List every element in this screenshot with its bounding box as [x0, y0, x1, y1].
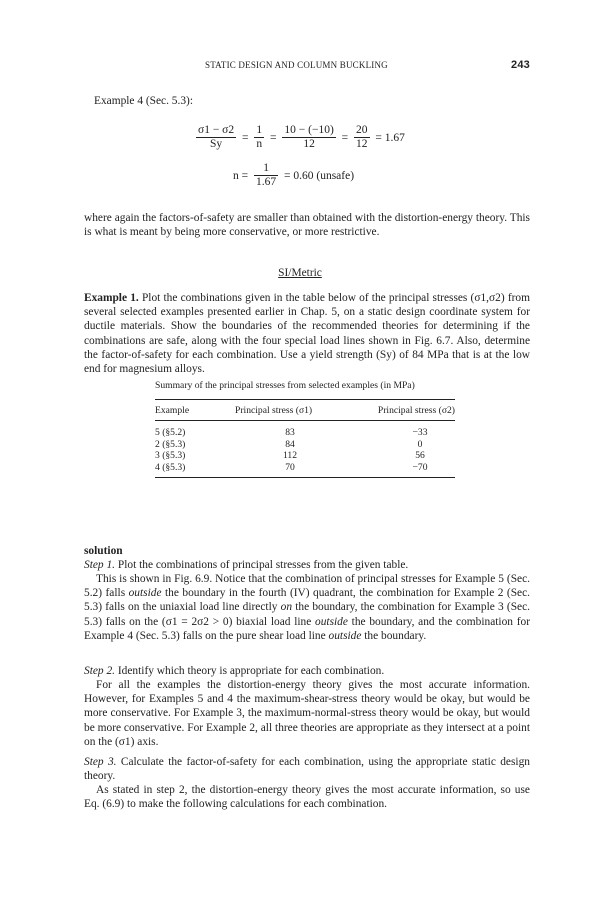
- example-1-text: Plot the combinations given in the table below of the principal stresses (σ1,σ2) from several selected examples presented earlier in Chap. 5, on a static design coordinate system for ductile materials. Show the boundaries of the recommended theories for determining if the combinations are safe, along with the four special load lines shown in Fig. 6.7. Also, determine the factor-of-safety for each combination. Use a yield strength (Sy) of 84 MPa that is at the low end for magnesium alloys.: [84, 292, 530, 376]
- table-cell: 56: [415, 450, 425, 461]
- equation-factor-of-safety: [230, 162, 357, 189]
- equation-safety-ratio: $\frac{\sigma 1 - \sigma 2}{Sy}$ = $\frac{1}{n}$ = $\frac{10 - (-10)}{12}$ = $\frac{20}{12}$ = 1.67: [198, 124, 405, 150]
- text-run-italic: outside: [315, 615, 348, 628]
- column-header-sigma1: Principal stress (σ1): [235, 400, 345, 421]
- fraction-one-over-n: [254, 124, 264, 151]
- column-header-example: Example: [155, 400, 235, 421]
- table-caption: Summary of the principal stresses from selected examples (in MPa): [155, 380, 415, 391]
- example-1-label: Example 1.: [84, 292, 139, 304]
- text-run: This is shown in Fig. 6.9. Notice that the combination of principal stresses for Example 5 (Sec. 5.2) falls: [84, 573, 530, 600]
- text-run-italic: outside: [128, 587, 162, 600]
- example-1-paragraph: [84, 291, 530, 376]
- table-row: [155, 421, 455, 439]
- text-line: where again the factors-of-safety are smaller than obtained with the distortion-energy theory.: [84, 212, 508, 224]
- table-cell: 84: [285, 438, 295, 450]
- equation-result: = 1.67: [375, 131, 405, 144]
- table-cell: 5 (§5.2): [155, 427, 186, 438]
- example-4-label: Example 4 (Sec. 5.3):: [94, 95, 194, 107]
- table-row: [155, 450, 455, 462]
- section-heading: SI/Metric: [278, 267, 322, 279]
- table-cell: −70: [345, 462, 455, 478]
- step-1-label: Step 1.: [84, 559, 116, 571]
- fraction-numerator: 1: [254, 162, 278, 176]
- step-3-text: Calculate the factor-of-safety for each combination, using the appropriate static design theory.: [84, 756, 530, 783]
- text-run-italic: on: [280, 601, 293, 614]
- step-2-heading: [84, 664, 530, 678]
- table-cell: 3 (§5.3): [155, 450, 186, 461]
- fraction-one-over-value: [254, 162, 278, 189]
- text-run: the boundary.: [361, 629, 427, 642]
- principal-stress-table: [155, 399, 455, 478]
- table-cell: 70: [235, 462, 345, 478]
- solution-heading: solution: [84, 545, 123, 557]
- step-2-label: Step 2.: [84, 665, 116, 677]
- equation-lhs: n =: [233, 169, 249, 182]
- step-3-heading: [84, 755, 530, 783]
- step-1-text: Plot the combinations of principal stresses from the given table.: [117, 559, 409, 571]
- fraction-denominator: 12: [303, 138, 315, 150]
- text-line: This is what is meant by being more conservative, or more restrictive.: [84, 212, 530, 239]
- table-cell: 0: [417, 438, 423, 450]
- table-cell: 83: [285, 427, 295, 438]
- running-head-title: STATIC DESIGN AND COLUMN BUCKLING: [205, 60, 388, 70]
- page-number: 243: [511, 59, 530, 71]
- fraction-numerator: 1: [256, 124, 263, 136]
- text-run-italic: outside: [328, 629, 362, 642]
- step-1-body: [84, 572, 530, 643]
- fraction-calculation: [282, 124, 335, 151]
- text-run: the boundary in the fourth (IV) quadrant, the combination for Example 2 (Sec. 5.3) falls on the uniaxial load line directly: [84, 587, 531, 614]
- table-cell: 4 (§5.3): [155, 462, 235, 478]
- table-row: [155, 439, 455, 451]
- fraction-numerator: 10 − (−10): [284, 124, 334, 136]
- table-cell: −33: [412, 427, 428, 438]
- table-cell: 112: [282, 450, 298, 461]
- text-run: the boundary, the combination for Example 3 (Sec. 5.3) falls on the (σ1 = 2σ2 > 0) biaxial load line: [84, 601, 530, 628]
- fraction-numerator: σ1 − σ2: [198, 124, 235, 136]
- step-3-label: Step 3.: [84, 756, 117, 768]
- fraction-denominator: Sy: [209, 138, 223, 150]
- fraction-denominator: 12: [356, 138, 368, 150]
- fraction-denominator: 1.67: [256, 176, 277, 188]
- step-2-text: Identify which theory is appropriate for each combination.: [117, 665, 385, 677]
- fraction-denominator: n: [256, 138, 263, 150]
- step-2-body: For all the examples the distortion-energy theory gives the most accurate information. However, for Examples 5 and 4 the maximum-shear-stress theory would be okay, but would be more conservative. For Example 3, the maximum-normal-stress theory would be okay, but would be more conservative. For Example 2, all three theories are appropriate as they intersect at a point on the (σ1) axis.: [84, 679, 530, 748]
- fraction-simplified: [354, 124, 370, 151]
- text-run: the boundary, and the combination for Example 4 (Sec. 5.3) falls on the pure shear load line: [84, 615, 530, 642]
- step-1-heading: [84, 558, 530, 572]
- column-header-sigma2: Principal stress (σ2): [345, 400, 455, 421]
- step-3-body: As stated in step 2, the distortion-energy theory gives the most accurate information, so use Eq. (6.9) to make the following calculations for each combination.: [84, 784, 530, 811]
- equation-result: = 0.60 (unsafe): [284, 169, 355, 182]
- fraction-numerator: 20: [356, 124, 368, 136]
- table-cell: 2 (§5.3): [155, 438, 186, 450]
- paragraph-conservative: [84, 211, 530, 239]
- fraction-stress-over-yield: [196, 124, 236, 151]
- table-row: [155, 462, 455, 478]
